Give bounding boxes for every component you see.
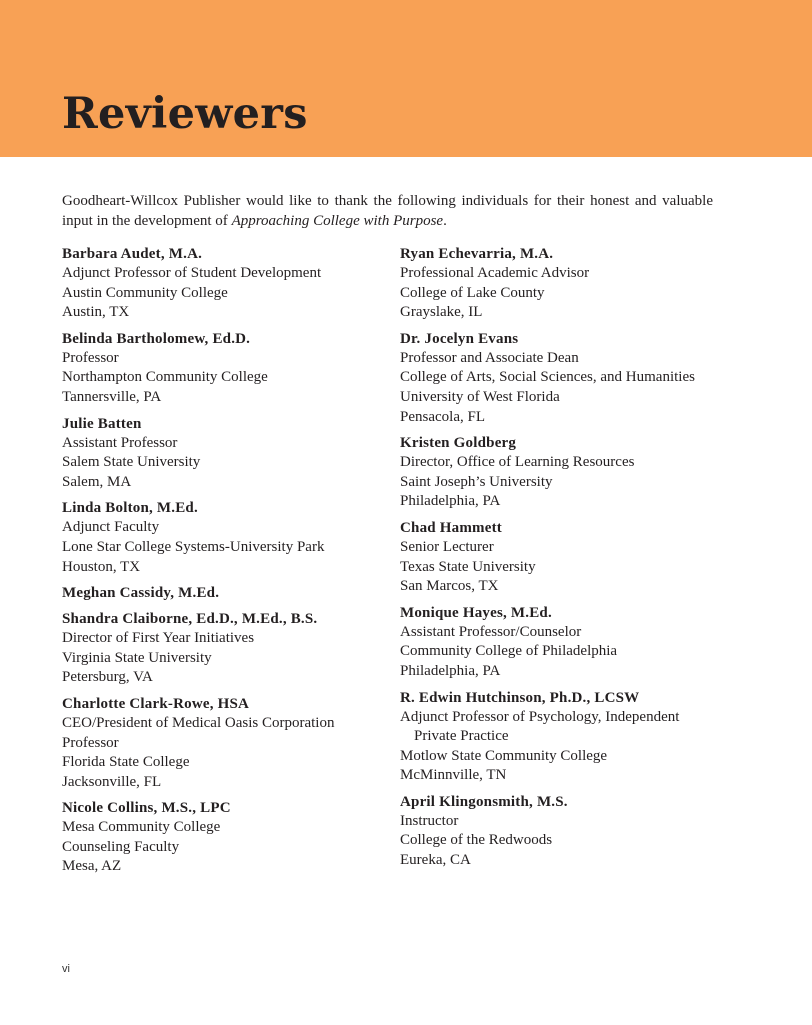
reviewer-detail-line: Lone Star College Systems-University Park (62, 538, 325, 555)
reviewer-detail-line: Instructor (400, 812, 459, 829)
reviewer-entry (62, 329, 382, 408)
reviewer-entry (400, 518, 740, 597)
reviewer-detail-line: Motlow State Community College (400, 747, 608, 764)
reviewer-detail-line: Texas State University (400, 558, 536, 575)
reviewer-name: Nicole Collins, M.S., LPC (62, 800, 231, 817)
reviewer-name: Charlotte Clark-Rowe, HSA (62, 695, 250, 712)
reviewer-detail-line: Assistant Professor (62, 434, 178, 451)
reviewer-detail-line: Professor (62, 734, 119, 751)
reviewer-detail-line: Salem State University (62, 454, 201, 471)
reviewer-entry (62, 609, 382, 688)
reviewer-detail-line: Grayslake, IL (400, 304, 483, 321)
reviewer-entry (400, 244, 740, 323)
reviewer-name: Julie Batten (62, 415, 142, 432)
reviewer-detail-line: Philadelphia, PA (400, 662, 501, 679)
reviewer-entry (62, 694, 382, 792)
reviewer-detail-line: Counseling Faculty (62, 838, 180, 855)
reviewer-detail-line: Pensacola, FL (400, 408, 485, 425)
reviewer-detail-line: Houston, TX (62, 558, 141, 575)
reviewer-detail-line: Senior Lecturer (400, 538, 494, 555)
page-number: vi (62, 963, 70, 975)
reviewer-detail-line: Assistant Professor/Counselor (400, 623, 582, 640)
reviewer-detail-line: Mesa Community College (62, 819, 221, 836)
reviewer-detail-line: Professor (62, 349, 119, 366)
reviewer-detail-line: McMinnville, TN (400, 767, 507, 784)
reviewer-entry (400, 792, 740, 871)
reviewer-detail-line: College of Arts, Social Sciences, and Humanities (400, 369, 695, 386)
book-title: Approaching College with Purpose (231, 213, 444, 229)
intro-end: . (443, 213, 447, 229)
reviewer-detail-line: Jacksonville, FL (62, 773, 162, 790)
reviewer-detail-line: Director of First Year Initiatives (62, 630, 255, 647)
reviewer-name: Kristen Goldberg (400, 435, 517, 452)
reviewer-detail-line: Petersburg, VA (62, 669, 153, 686)
reviewer-detail-line: San Marcos, TX (400, 578, 499, 595)
reviewer-entry (62, 798, 382, 877)
reviewer-name: Barbara Audet, M.A. (62, 246, 203, 262)
reviewer-entry (62, 498, 382, 577)
reviewer-detail-line: Virginia State University (62, 649, 212, 666)
reviewer-name: Monique Hayes, M.Ed. (400, 604, 552, 621)
reviewer-entry (62, 583, 382, 603)
reviewer-detail-line: College of the Redwoods (400, 832, 553, 849)
reviewers-left-column (62, 244, 382, 883)
reviewer-name: Shandra Claiborne, Ed.D., M.Ed., B.S. (62, 611, 318, 628)
reviewer-detail-line: Saint Joseph’s University (400, 473, 553, 490)
reviewer-entry (400, 433, 740, 512)
reviewer-detail-line: College of Lake County (400, 284, 545, 301)
reviewer-detail-line: University of West Florida (400, 388, 560, 405)
intro-text: Goodheart-Willcox Publisher would like to thank the following individuals for their honest and valuable input in the development of (62, 193, 713, 229)
intro-paragraph (62, 191, 713, 231)
reviewer-detail-line: Community College of Philadelphia (400, 643, 618, 660)
reviewer-detail-line: Austin, TX (62, 304, 130, 321)
reviewer-detail-line: Eureka, CA (400, 852, 471, 869)
reviewer-detail-line: Philadelphia, PA (400, 493, 501, 510)
reviewer-name: Chad Hammett (400, 519, 502, 536)
reviewer-entry (400, 329, 740, 427)
reviewer-name: Meghan Cassidy, M.Ed. (62, 585, 220, 602)
reviewer-detail-line: Adjunct Professor of Student Development (62, 265, 322, 281)
reviewer-entry (400, 688, 740, 786)
reviewer-detail-line: Salem, MA (62, 473, 132, 490)
reviewer-name: Dr. Jocelyn Evans (400, 330, 519, 347)
reviewer-detail-line: Professor and Associate Dean (400, 349, 579, 366)
header-banner (0, 0, 812, 157)
reviewer-detail-line: Florida State College (62, 754, 190, 771)
reviewer-detail-line: Director, Office of Learning Resources (400, 454, 635, 471)
reviewer-name: R. Edwin Hutchinson, Ph.D., LCSW (400, 689, 640, 706)
reviewer-detail-line: Northampton Community College (62, 369, 268, 386)
reviewer-entry (62, 244, 382, 323)
reviewer-name: Ryan Echevarria, M.A. (400, 246, 554, 262)
reviewer-detail-line: CEO/President of Medical Oasis Corporation (62, 714, 335, 731)
reviewer-detail-line: Professional Academic Advisor (400, 265, 590, 281)
reviewer-entry (400, 603, 740, 682)
reviewer-detail-line: Mesa, AZ (62, 858, 122, 875)
reviewer-detail-line: Tannersville, PA (62, 388, 162, 405)
reviewer-name: Belinda Bartholomew, Ed.D. (62, 330, 251, 347)
reviewer-name: April Klingonsmith, M.S. (400, 793, 568, 810)
reviewer-detail-line: Adjunct Faculty (62, 519, 160, 536)
reviewer-entry (62, 414, 382, 493)
reviewer-detail-line: Austin Community College (62, 284, 228, 301)
reviewers-right-column (400, 244, 740, 877)
page-title: Reviewers (62, 89, 308, 139)
reviewer-detail-line: Private Practice (414, 728, 509, 745)
reviewer-name: Linda Bolton, M.Ed. (62, 500, 198, 517)
reviewer-detail-line: Adjunct Professor of Psychology, Independent (400, 708, 680, 725)
